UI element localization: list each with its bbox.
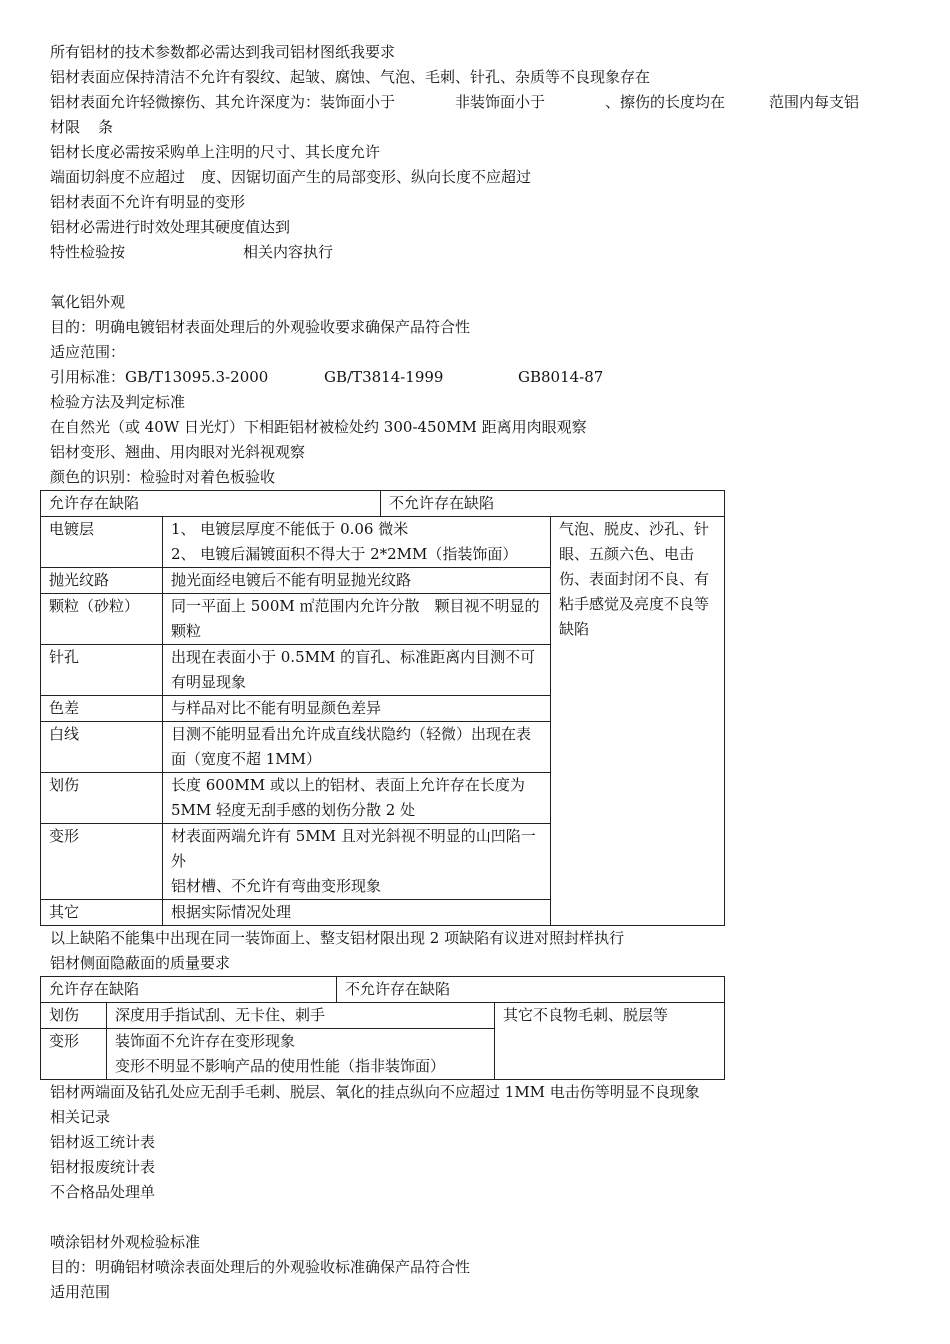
header-allowed: 允许存在缺陷 [41,977,337,1003]
defect-criteria: 出现在表面小于 0.5MM 的盲孔、标准距离内目测不可有明显现象 [163,645,551,696]
defect-name: 抛光纹路 [41,568,163,594]
document-page [50,40,910,1305]
oxidation-purpose: 目的：明确电镀铝材表面处理后的外观验收要求确保产品符合性 [50,318,471,336]
oxidation-method-3: 颜色的识别：检验时对着色板验收 [50,468,276,486]
intro-line-7: 铝材必需进行时效处理其硬度值达到 [50,218,291,236]
oxidation-method-1: 在自然光（或 40W 日光灯）下相距铝材被检处约 300-450MM 距离用肉眼观察 [50,418,587,436]
spacer [50,1205,910,1230]
end-face-requirement: 铝材两端面及钻孔处应无刮手毛刺、脱层、氧化的挂点纵向不应超过 1MM 电击伤等明显不良现象 [50,1083,700,1101]
defect-name: 色差 [41,696,163,722]
oxidation-references [50,365,910,390]
not-allowed-defects: 其它不良物毛刺、脱层等 [495,1003,725,1080]
intro-line-6: 铝材表面不允许有明显的变形 [50,193,246,211]
intro-line-3-part-e: 材限 [50,118,81,136]
oxidation-method: 检验方法及判定标准 [50,393,186,411]
intro-line-3-cont [50,115,910,140]
defect-name: 针孔 [41,645,163,696]
defect-criteria: 与样品对比不能有明显颜色差异 [163,696,551,722]
criteria-line: 材表面两端允许有 5MM 且对光斜视不明显的山凹陷一外 [171,827,536,870]
oxidation-title: 氧化铝外观 [50,293,126,311]
side-surface-table [40,976,725,1080]
spacer [50,265,910,290]
defect-name: 白线 [41,722,163,773]
defect-table [40,490,725,926]
after-table-note: 以上缺陷不能集中出现在同一装饰面上、整支铝材限出现 2 项缺陷有议进对照封样执行 [50,929,625,947]
side-table-header [41,977,725,1003]
intro-line-5-part-b: 度、因锯切面产生的局部变形、纵向长度不应超过 [201,168,532,186]
intro-line-5-part-a: 端面切斜度不应超过 [50,168,186,186]
records-heading: 相关记录 [50,1108,111,1126]
defect-criteria: 长度 600MM 或以上的铝材、表面上允许存在长度为 5MM 轻度无刮手感的划伤分散 2 处 [163,773,551,824]
intro-line-3 [50,90,910,115]
reference-standard-2: GB/T3814-1999 [324,368,444,386]
table-row [41,517,725,568]
reference-standard-1: 引用标准：GB/T13095.3-2000 [50,368,269,386]
not-allowed-defects: 气泡、脱皮、沙孔、针眼、五颜六色、电击伤、表面封闭不良、有粘手感觉及亮度不良等缺陷 [551,517,725,926]
defect-criteria: 同一平面上 500M ㎡范围内允许分散 颗目视不明显的颗粒 [163,594,551,645]
table-row [41,1003,725,1029]
intro-line-8-part-b: 相关内容执行 [243,243,334,261]
intro-line-8-part-a: 特性检验按 [50,243,126,261]
spray-purpose: 目的：明确铝材喷涂表面处理后的外观验收标准确保产品符合性 [50,1258,471,1276]
criteria-line: 装饰面不允许存在变形现象 [115,1032,296,1050]
spray-scope: 适用范围 [50,1283,111,1301]
intro-line-3-part-a: 铝材表面允许轻微擦伤、其允许深度为：装饰面小于 [50,93,396,111]
defect-name: 颗粒（砂粒） [41,594,163,645]
reference-standard-3: GB8014-87 [518,368,604,386]
defect-name: 划伤 [41,1003,107,1029]
record-item: 不合格品处理单 [50,1183,156,1201]
defect-name: 电镀层 [41,517,163,568]
criteria-line: 铝材槽、不允许有弯曲变形现象 [171,877,382,895]
header-allowed: 允许存在缺陷 [41,491,381,517]
defect-name: 变形 [41,824,163,900]
defect-name: 变形 [41,1029,107,1080]
intro-line-2: 铝材表面应保持清洁不允许有裂纹、起皱、腐蚀、气泡、毛刺、针孔、杂质等不良现象存在 [50,68,651,86]
intro-line-4: 铝材长度必需按采购单上注明的尺寸、其长度允许 [50,143,381,161]
defect-criteria: 抛光面经电镀后不能有明显抛光纹路 [163,568,551,594]
record-item: 铝材返工统计表 [50,1133,156,1151]
intro-line-8 [50,240,910,265]
intro-line-3-part-c: 、擦伤的长度均在 [605,93,726,111]
defect-criteria [163,517,551,568]
defect-table-header [41,491,725,517]
spray-title: 喷涂铝材外观检验标准 [50,1233,201,1251]
defect-criteria: 根据实际情况处理 [163,900,551,926]
record-item: 铝材报废统计表 [50,1158,156,1176]
criteria-line: 2、 电镀后漏镀面积不得大于 2*2MM（指装饰面） [171,545,518,563]
defect-criteria: 目测不能明显看出允许成直线状隐约（轻微）出现在表面（宽度不超 1MM） [163,722,551,773]
criteria-line: 变形不明显不影响产品的使用性能（指非装饰面） [115,1057,446,1075]
intro-line-3-part-f: 条 [98,118,114,136]
header-not-allowed: 不允许存在缺陷 [337,977,725,1003]
criteria-line: 1、 电镀层厚度不能低于 0.06 微米 [171,520,409,538]
side-surface-heading: 铝材侧面隐蔽面的质量要求 [50,954,231,972]
defect-name: 其它 [41,900,163,926]
header-not-allowed: 不允许存在缺陷 [381,491,725,517]
intro-line-1: 所有铝材的技术参数都必需达到我司铝材图纸我要求 [50,43,396,61]
defect-criteria: 深度用手指试刮、无卡住、刺手 [107,1003,495,1029]
intro-line-5 [50,165,910,190]
oxidation-scope: 适应范围： [50,343,126,361]
intro-line-3-part-d: 范围内每支铝 [769,93,860,111]
intro-line-3-part-b: 非装饰面小于 [455,93,546,111]
defect-criteria [107,1029,495,1080]
oxidation-method-2: 铝材变形、翘曲、用肉眼对光斜视观察 [50,443,306,461]
defect-name: 划伤 [41,773,163,824]
defect-criteria [163,824,551,900]
